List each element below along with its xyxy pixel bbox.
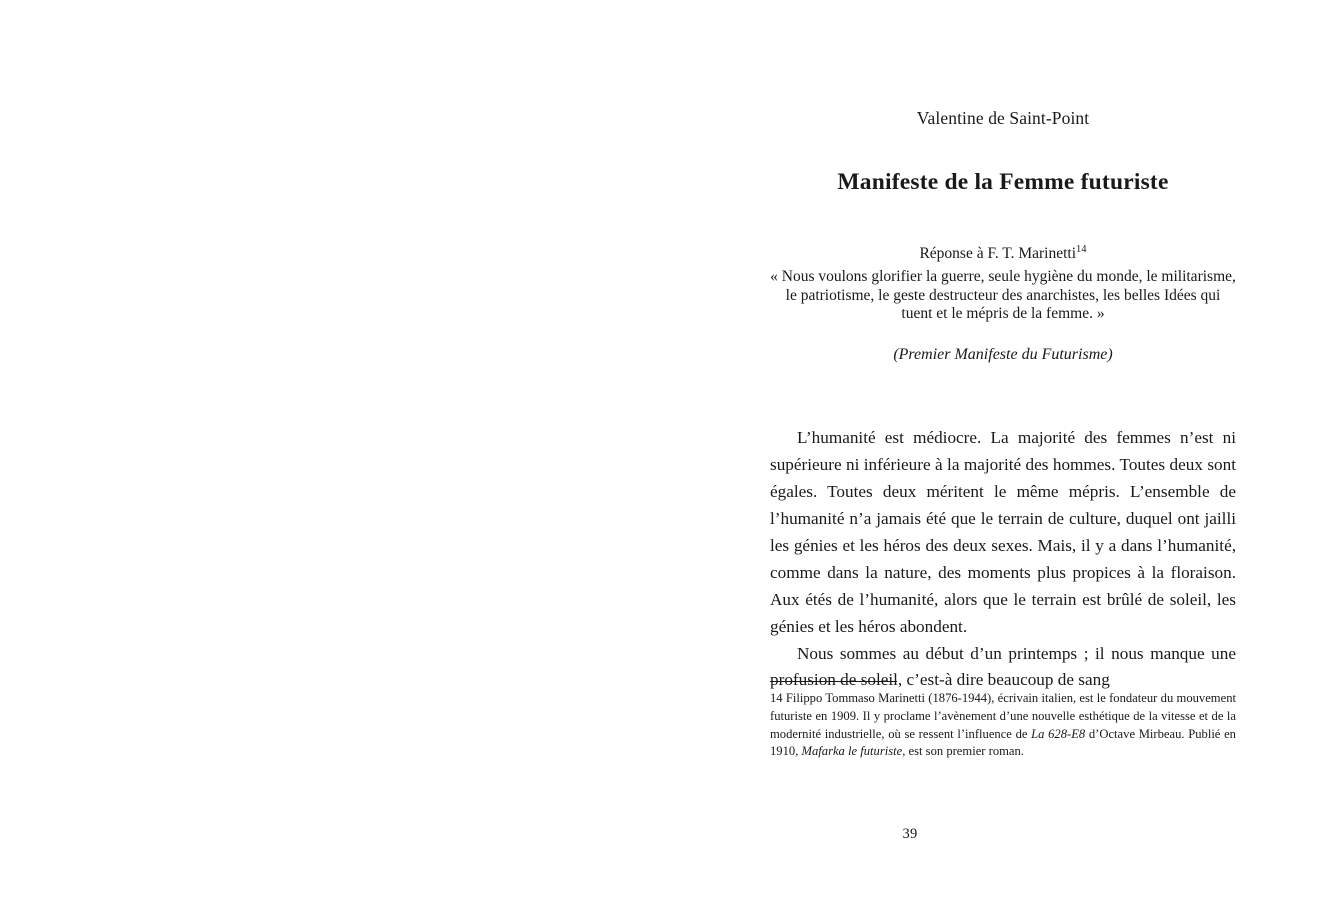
footnote-reference-marker[interactable]: 14 [1076, 243, 1087, 255]
footnote-area [770, 681, 1236, 761]
dedication-line [770, 245, 1236, 263]
page-title: Manifeste de la Femme futuriste [837, 169, 1169, 195]
text-column [770, 0, 1236, 694]
page-number: 39 [902, 826, 918, 842]
footnote-italic-title: Mafarka le futuriste [801, 744, 903, 759]
footnote-separator-rule [770, 681, 897, 682]
paragraph: Nous sommes au début d’un printemps ; il nous manque une profusion de soleil, c’est-à dire beaucoup de sang [770, 643, 1236, 690]
footnote-text: 14 Filippo Tommaso Marinetti (1876-1944), écrivain italien, est le fondateur du mouvement futuriste en 1909. Il y proclame l’avènement d’une nouvelle esthétique de la vitesse et de la modernité industrielle, où se ressent l’influence de La 628-E8 d’Octave Mirbeau. Publié en 1910, Mafarka le futuriste, est son premier roman. [770, 691, 1236, 759]
footnote-italic-title: La 628-E8 [1031, 726, 1086, 741]
epigraph-quote: « Nous voulons glorifier la guerre, seule hygiène du monde, le militarisme, le patriotisme, le geste destructeur des anarchistes, les belles Idées qui tuent et le mépris de la femme. » [770, 268, 1236, 322]
epigraph-source: (Premier Manifeste du Futurisme) [893, 346, 1113, 364]
dedication-text: Réponse à F. T. Marinetti [919, 245, 1077, 262]
body-text [770, 425, 1236, 694]
author-name: Valentine de Saint-Point [916, 108, 1090, 128]
paragraph: L’humanité est médiocre. La majorité des femmes n’est ni supérieure ni inférieure à la majorité des hommes. Toutes deux sont égales. Toutes deux méritent le même mépris. L’ensemble de l’humanité n’a jamais été que le terrain de culture, duquel ont jailli les génies et les héros des deux sexes. Mais, il y a dans l’humanité, comme dans la nature, des moments plus propices à la floraison. Aux étés de l’humanité, alors que le terrain est brûlé de soleil, les génies et les héros abondent. [770, 428, 1236, 636]
page-folio [0, 826, 1318, 843]
